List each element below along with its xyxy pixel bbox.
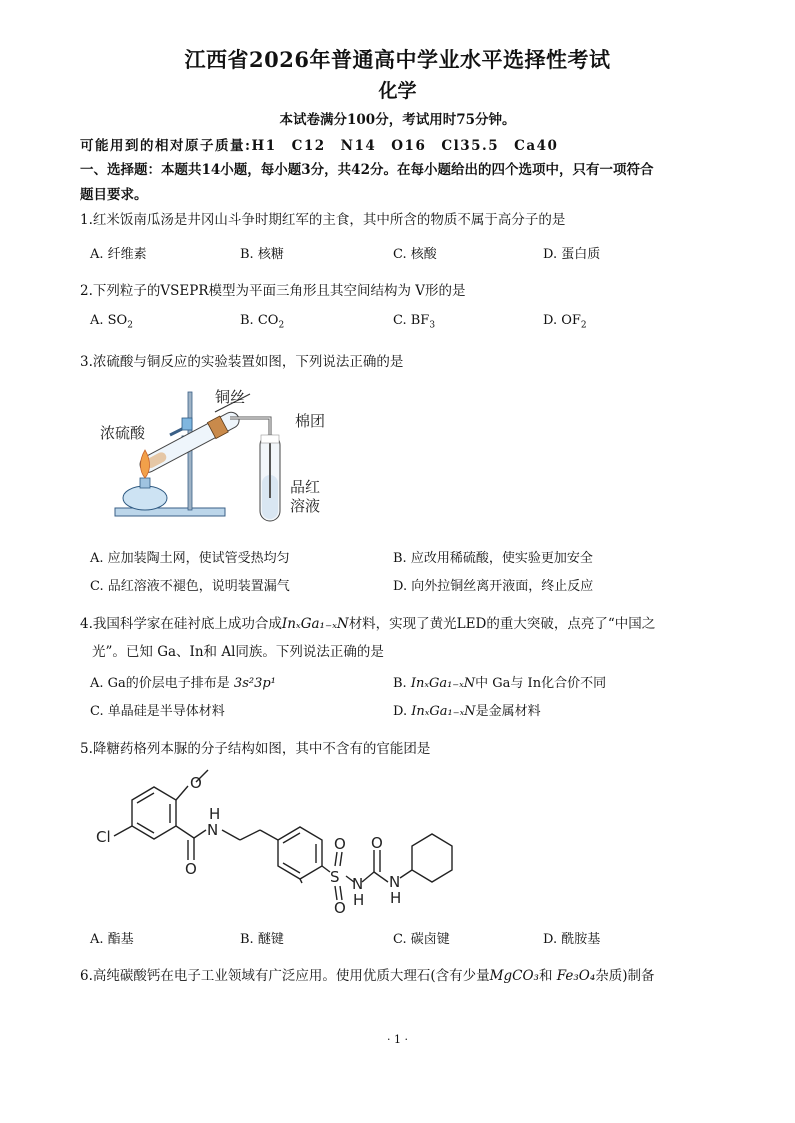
q2-option-d: D. $OF_2$	[543, 313, 587, 331]
q1-option-a: A. 纤维素	[90, 247, 147, 262]
atom-cl: Cl	[96, 828, 111, 846]
q3-option-c: C. 品红溶液不褪色，说明装置漏气	[90, 579, 290, 594]
question-6-stem: 6.高纯碳酸钙在电子工业领域有广泛应用。使用优质大理石(含有少量MgCO₃和 Fe₃O₄杂质)制备	[80, 968, 655, 984]
q4-option-b: B. InₓGa₁₋ₓN中 Ga与 In化合价不同	[393, 676, 607, 691]
atom-o-urea: O	[371, 834, 383, 852]
question-5-stem: 5.降糖药格列本脲的分子结构如图，其中不含有的官能团是	[80, 741, 431, 757]
atom-n-urea: N	[389, 873, 401, 891]
atom-o-sulfonyl-1: O	[334, 835, 346, 853]
question-4-stem: 4.我国科学家在硅衬底上成功合成InₓGa₁₋ₓN材料，实现了黄光LED的重大突破，点亮了“中国之	[80, 616, 656, 632]
q5-option-a: A. 酯基	[90, 932, 134, 947]
score-info: 本试卷满分100分，考试用时75分钟。	[279, 112, 516, 128]
section-instruction-line1: 一、选择题：本题共14小题，每小题3分，共42分。在每小题给出的四个选项中，只有一项符合	[80, 162, 654, 178]
q2-option-c: C. $BF_3$	[393, 313, 436, 331]
question-3-stem: 3.浓硫酸与铜反应的实验装置如图，下列说法正确的是	[80, 354, 404, 370]
atom-o-methoxy: O	[190, 774, 202, 792]
exam-title: 江西省2026年普通高中学业水平选择性考试	[184, 47, 611, 72]
label-conc-acid: 浓硫酸	[100, 424, 146, 442]
subject-title: 化学	[378, 80, 417, 102]
atom-s: S	[330, 868, 340, 886]
q5-option-d: D. 酰胺基	[543, 932, 601, 947]
q3-option-d: D. 向外拉铜丝离开液面，终止反应	[393, 579, 594, 594]
q1-option-b: B. 核糖	[240, 247, 284, 262]
page-number: · 1 ·	[387, 1033, 408, 1046]
glibenclamide-structure-figure	[90, 760, 470, 920]
q4-formula: InₓGa₁₋ₓN	[281, 616, 349, 632]
label-copper-wire: 铜丝	[215, 388, 246, 406]
atom-n-amide: N	[207, 821, 219, 839]
atom-h-sulfonamide: H	[353, 891, 365, 909]
q5-option-b: B. 醚键	[240, 932, 284, 947]
label-solution-1: 品红	[290, 478, 321, 496]
section-instruction-line2: 题目要求。	[80, 187, 148, 203]
q1-option-c: C. 核酸	[393, 247, 437, 262]
q1-option-d: D. 蛋白质	[543, 247, 601, 262]
q2-option-b: B. $CO_2$	[240, 313, 285, 331]
q4-option-a: A. Ga的价层电子排布是 3s²3p¹	[90, 676, 276, 691]
q3-option-a: A. 应加装陶土网，使试管受热均匀	[90, 551, 290, 566]
atom-o-sulfonyl-2: O	[334, 899, 346, 917]
question-1-stem: 1.红米饭南瓜汤是井冈山斗争时期红军的主食，其中所含的物质不属于高分子的是	[80, 212, 566, 228]
copper-acid-apparatus-figure	[100, 380, 340, 530]
question-2-stem: 2.下列粒子的VSEPR模型为平面三角形且其空间结构为 V形的是	[80, 283, 466, 299]
q4-option-c: C. 单晶硅是半导体材料	[90, 704, 225, 719]
question-4-stem-line2: 光”。已知 Ga、In和 Al同族。下列说法正确的是	[92, 644, 384, 660]
q3-option-b: B. 应改用稀硫酸，使实验更加安全	[393, 551, 593, 566]
atomic-masses: 可能用到的相对原子质量:H1 C12 N14 O16 Cl35.5 Ca40	[80, 138, 559, 154]
atom-o-carbonyl-1: O	[185, 860, 197, 878]
q5-option-c: C. 碳卤键	[393, 932, 450, 947]
atom-h-amide: H	[209, 805, 221, 823]
q4-option-d: D. InₓGa₁₋ₓN是金属材料	[393, 704, 541, 719]
label-cotton: 棉团	[295, 412, 326, 430]
q2-option-a: A. $SO_2$	[90, 313, 133, 331]
atom-n-sulfonamide: N	[352, 875, 364, 893]
label-solution-2: 溶液	[290, 497, 321, 515]
atom-h-urea: H	[390, 889, 402, 907]
